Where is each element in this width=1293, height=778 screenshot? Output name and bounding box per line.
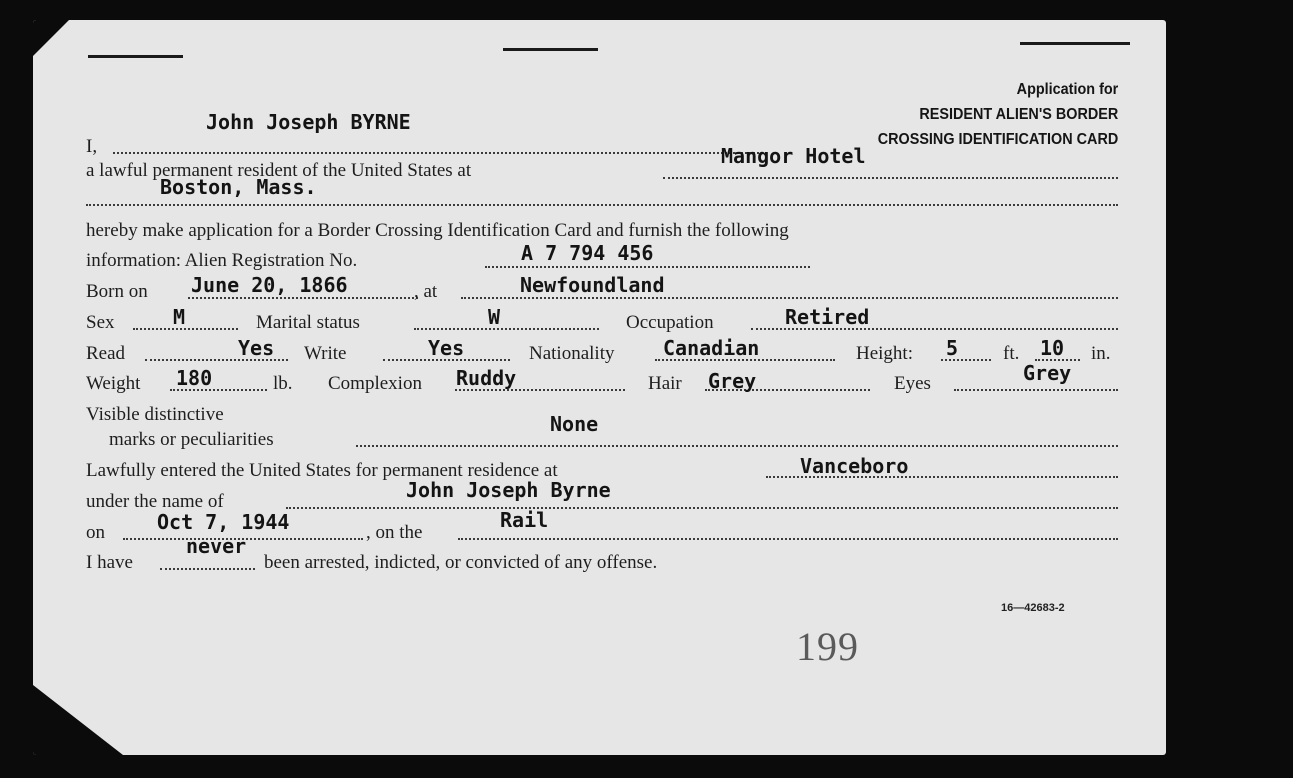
nationality-value: Canadian xyxy=(663,336,760,360)
entry-name: John Joseph Byrne xyxy=(406,478,611,502)
sex-line xyxy=(133,328,238,330)
alien-registration-no: A 7 794 456 xyxy=(521,241,654,265)
entry-mode: Rail xyxy=(500,508,549,532)
header-line3: CROSSING IDENTIFICATION CARD xyxy=(877,131,1118,148)
form-number: 16—42683-2 xyxy=(1001,602,1065,614)
entry-place: Vanceboro xyxy=(800,454,909,478)
header-line2: RESIDENT ALIEN'S BORDER xyxy=(919,106,1118,123)
birth-place: Newfoundland xyxy=(520,273,665,297)
write-value: Yes xyxy=(428,336,465,360)
complexion-value: Ruddy xyxy=(456,366,517,390)
entry-mode-line xyxy=(458,538,1118,540)
birth-place-line xyxy=(461,297,1118,299)
entry-name-line xyxy=(286,507,1118,509)
marks-value: None xyxy=(550,412,599,436)
entry-date: Oct 7, 1944 xyxy=(157,510,290,534)
weight-value: 180 xyxy=(176,366,213,390)
top-mark xyxy=(503,48,598,51)
label-marks-peculiarities: marks or peculiarities xyxy=(109,429,274,450)
label-alien-registration: information: Alien Registration No. xyxy=(86,250,358,271)
label-hair: Hair xyxy=(648,373,682,394)
label-occupation: Occupation xyxy=(626,312,714,333)
header-line1: Application for xyxy=(1016,81,1118,98)
alien-no-line xyxy=(485,266,810,268)
marital-value: W xyxy=(488,305,501,329)
address-line-2 xyxy=(86,204,1118,206)
label-ft: ft. xyxy=(1003,343,1020,364)
height-in-value: 10 xyxy=(1040,336,1065,360)
label-lb: lb. xyxy=(273,373,293,394)
label-i: I, xyxy=(86,136,98,157)
label-write: Write xyxy=(304,343,347,364)
label-marital-status: Marital status xyxy=(256,312,360,333)
label-weight: Weight xyxy=(86,373,141,394)
name-line xyxy=(113,152,763,154)
label-under-name: under the name of xyxy=(86,491,224,512)
top-mark xyxy=(88,55,183,58)
border-crossing-application-card xyxy=(33,20,1166,755)
height-ft-value: 5 xyxy=(946,336,959,360)
address-line2: Boston, Mass. xyxy=(160,175,317,199)
stamp-number: 199 xyxy=(796,624,859,669)
eyes-value: Grey xyxy=(1023,361,1072,385)
label-lawful-resident: a lawful permanent resident of the United States at xyxy=(86,160,472,181)
label-lawfully-entered: Lawfully entered the United States for permanent residence at xyxy=(86,460,558,481)
eyes-line xyxy=(954,389,1118,391)
arrested-line xyxy=(160,568,255,570)
label-at: , at xyxy=(414,281,438,302)
applicant-name: John Joseph BYRNE xyxy=(206,110,411,134)
form-header xyxy=(877,77,1118,152)
label-eyes: Eyes xyxy=(894,373,931,394)
label-nationality: Nationality xyxy=(529,343,615,364)
label-visible-distinctive: Visible distinctive xyxy=(86,404,224,425)
label-read: Read xyxy=(86,343,126,364)
read-value: Yes xyxy=(238,336,275,360)
sex-value: M xyxy=(173,305,186,329)
birth-date: June 20, 1866 xyxy=(191,273,348,297)
label-born-on: Born on xyxy=(86,281,148,302)
address-line xyxy=(663,177,1118,179)
hair-value: Grey xyxy=(708,369,757,393)
label-in: in. xyxy=(1091,343,1111,364)
marks-line xyxy=(356,445,1118,447)
address-line1: Mangor Hotel xyxy=(721,144,866,168)
label-on-the: , on the xyxy=(366,522,423,543)
marital-line xyxy=(414,328,599,330)
label-on: on xyxy=(86,522,105,543)
label-i-have: I have xyxy=(86,552,133,573)
label-sex: Sex xyxy=(86,312,115,333)
birth-date-line xyxy=(188,297,418,299)
label-complexion: Complexion xyxy=(328,373,422,394)
label-hereby: hereby make application for a Border Crossing Identification Card and furnish the following xyxy=(86,220,789,241)
occupation-value: Retired xyxy=(785,305,870,329)
label-arrested-text: been arrested, indicted, or convicted of any offense. xyxy=(264,552,658,573)
arrested-value: never xyxy=(186,534,247,558)
label-height: Height: xyxy=(856,343,913,364)
top-mark xyxy=(1020,42,1130,45)
